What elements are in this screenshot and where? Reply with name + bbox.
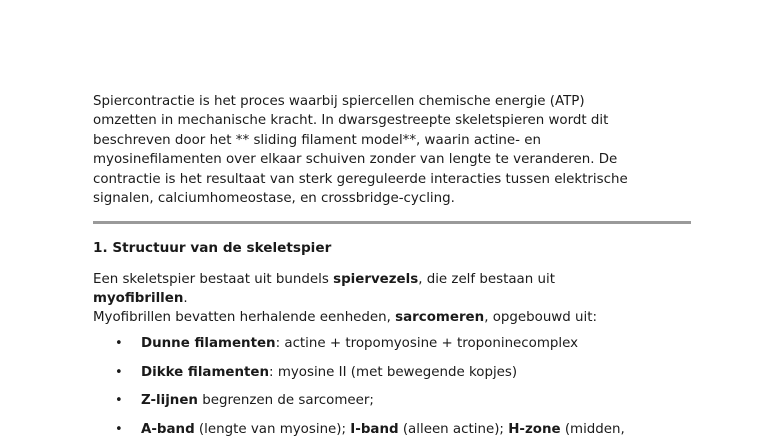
text-run: Een skeletspier bestaat uit bundels [93, 272, 333, 287]
text-run: , opgebouwd uit: [484, 310, 597, 325]
list-item [115, 363, 625, 392]
text-run: (midden, [561, 422, 625, 437]
bold-term: H-zone [508, 422, 560, 437]
text-run: : actine + tropomyosine + troponinecomplex [276, 336, 578, 351]
document-page [93, 92, 691, 224]
bold-term: spiervezels [333, 272, 418, 287]
section-heading: 1. Structuur van de skeletspier [93, 240, 331, 256]
list-item [115, 420, 625, 448]
text-run: , die zelf bestaan uit [418, 272, 555, 287]
horizontal-rule [93, 221, 691, 224]
intro-line: beschreven door het ** sliding filament model**, waarin actine- en [93, 133, 541, 148]
text-run: . [183, 291, 187, 306]
intro-line: myosinefilamenten over elkaar schuiven zonder van lengte te veranderen. De [93, 152, 617, 167]
text-run: (lengte van myosine); [195, 422, 351, 437]
bold-term: I-band [350, 422, 398, 437]
intro-paragraph [93, 92, 691, 208]
bullet-icon: • [115, 363, 141, 382]
text-run: : myosine II (met bewegende kopjes) [269, 365, 517, 380]
list-item [115, 391, 625, 420]
text-run: (alleen actine); [399, 422, 509, 437]
intro-line: contractie is het resultaat van sterk gereguleerde interacties tussen elektrische [93, 172, 628, 187]
bold-term: myofibrillen [93, 291, 183, 306]
intro-line: signalen, calciumhomeostase, en crossbridge-cycling. [93, 191, 455, 206]
bold-term: sarcomeren [395, 310, 484, 325]
bullet-icon: • [115, 334, 141, 353]
list-item [115, 334, 625, 363]
text-run: begrenzen de sarcomeer; [198, 393, 374, 408]
intro-line: omzetten in mechanische kracht. In dwarsgestreepte skeletspieren wordt dit [93, 113, 608, 128]
bullet-icon: • [115, 420, 141, 439]
bold-term: A-band [141, 422, 195, 437]
bold-term: Dunne filamenten [141, 336, 276, 351]
bold-term: Z-lijnen [141, 393, 198, 408]
section-paragraph [93, 270, 691, 327]
bold-term: Dikke filamenten [141, 365, 269, 380]
text-run: Myofibrillen bevatten herhalende eenheden, [93, 310, 395, 325]
bullet-icon: • [115, 391, 141, 410]
sarcomere-list [115, 334, 625, 448]
intro-line: Spiercontractie is het proces waarbij spiercellen chemische energie (ATP) [93, 94, 585, 109]
